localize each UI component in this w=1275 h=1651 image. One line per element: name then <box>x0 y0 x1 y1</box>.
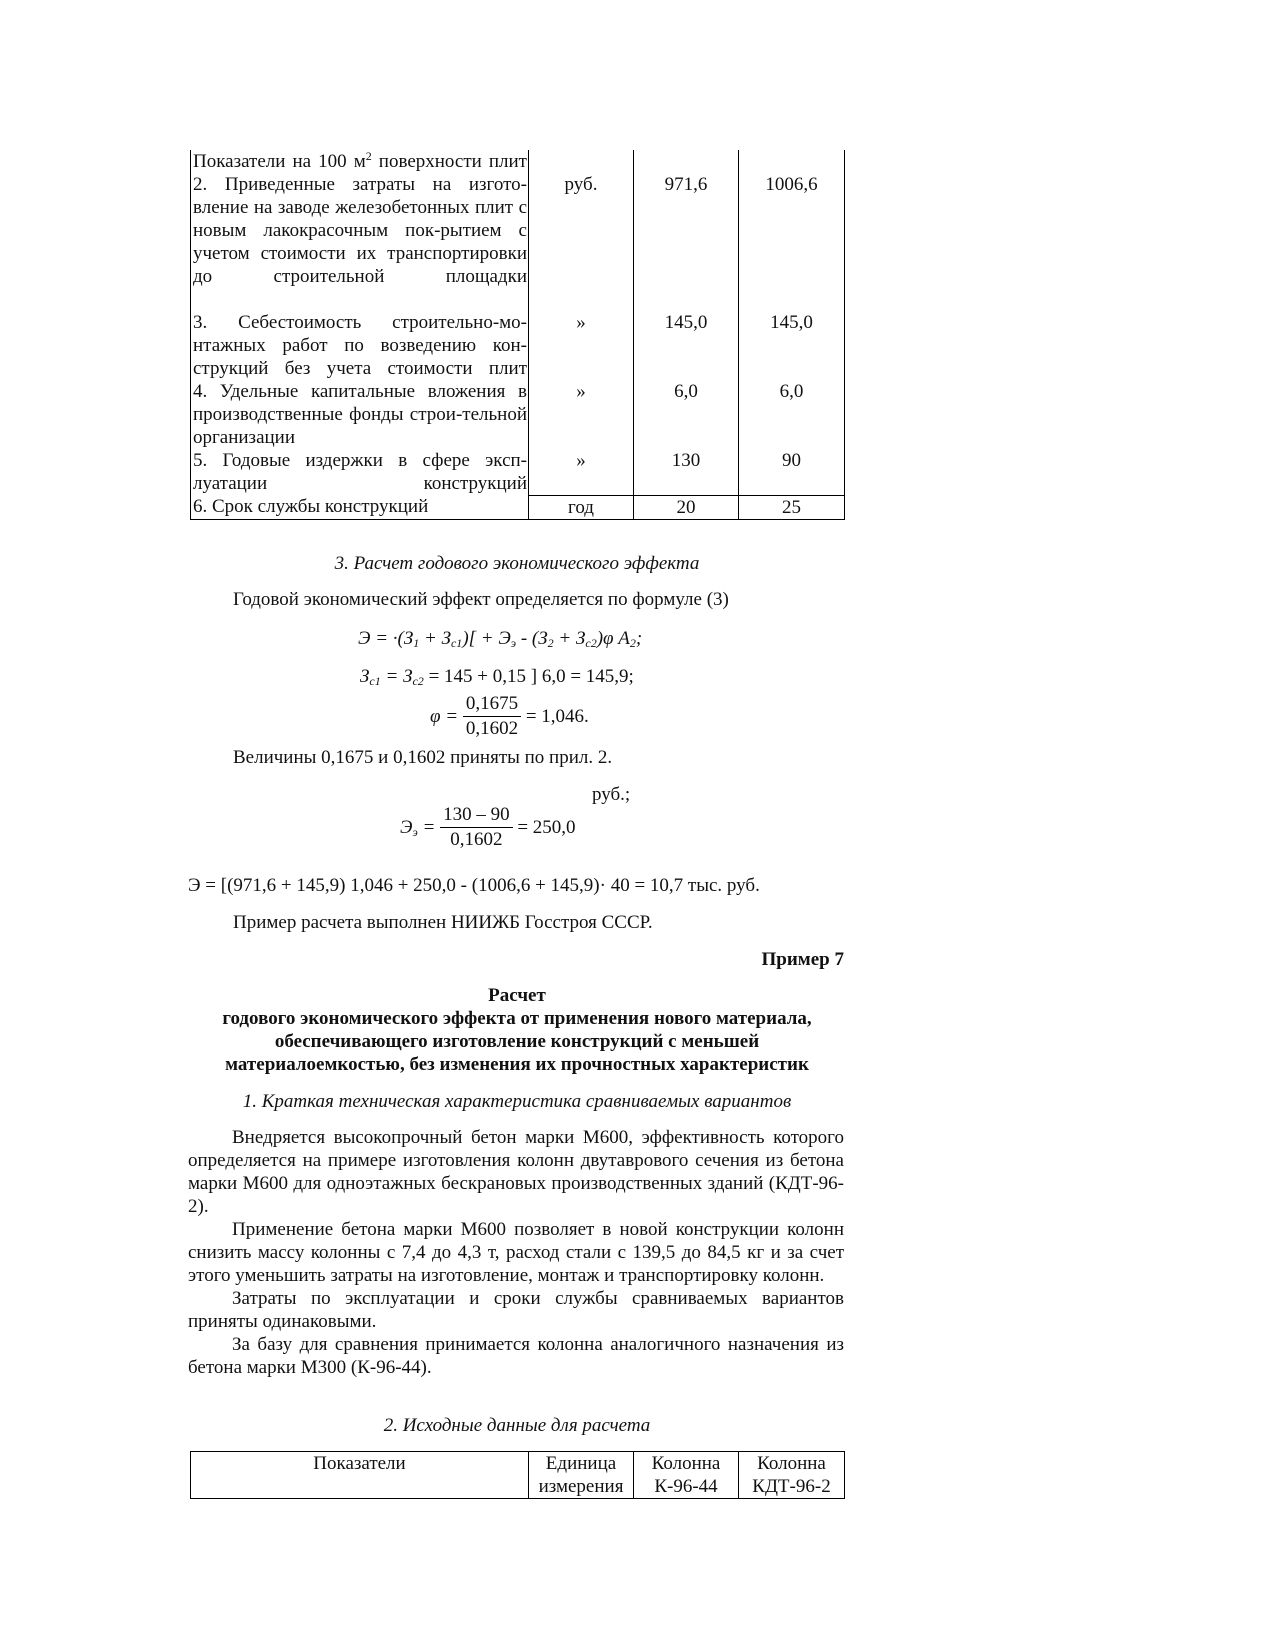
row-label: Показатели на 100 $м^2$ поверхности плит <box>191 150 529 173</box>
source-data-table <box>190 1451 845 1499</box>
unit-cell: год <box>529 495 634 519</box>
table-header-row <box>191 1452 845 1499</box>
value-cell: 1006,6 <box>739 173 845 311</box>
section-title: 1. Краткая техническая характеристика сравниваемых вариантов <box>242 1091 792 1112</box>
unit-cell <box>529 150 634 173</box>
row-label: 4. Удельные капитальные вложения в производственные фонды строи-тельной организации <box>191 380 529 449</box>
value-cell: 971,6 <box>634 173 739 311</box>
header-cell: Колонна К-96-44 <box>634 1452 739 1499</box>
header-cell: Колонна КДТ-96-2 <box>739 1452 845 1499</box>
example-note: Пример расчета выполнен НИИЖБ Госстроя СССР. <box>233 912 653 933</box>
value-cell <box>739 150 845 173</box>
formula-intro: Годовой экономический эффект определяется по формуле (3) <box>233 589 729 610</box>
paragraph: Применение бетона марки М600 позволяет в новой конструкции колонн снизить массу колонны с 7,4 до 4,3 т, расход стали с 139,5 до 84,5 кг и за счет этого уменьшить затраты на изготовление, монтаж и транспортировку колонн. <box>188 1219 844 1286</box>
table-row <box>191 311 845 380</box>
value-cell <box>634 150 739 173</box>
rub-label: руб.; <box>592 784 631 805</box>
paragraph: Затраты по эксплуатации и сроки службы сравниваемых вариантов приняты одинаковыми. <box>188 1288 844 1332</box>
value-cell: 20 <box>634 495 739 519</box>
values-note: Величины 0,1675 и 0,1602 приняты по прил. 2. <box>233 747 613 768</box>
formula-zc: $З_{с1} = З_{с2} = 145 + 0,15$ ] 6,0 = 145,9; <box>360 666 634 688</box>
table-row <box>191 173 845 311</box>
unit-cell: » <box>529 449 634 495</box>
value-cell: 25 <box>739 495 845 519</box>
formula-phi: φ = $\frac{0,1675}{0,1602}$ = 1,046. <box>430 693 589 739</box>
value-cell: 6,0 <box>739 380 845 449</box>
body-text <box>188 1126 844 1379</box>
value-cell: 130 <box>634 449 739 495</box>
value-cell: 145,0 <box>634 311 739 380</box>
paragraph: За базу для сравнения принимается колонна аналогичного назначения из бетона марки М300 (К-96-44). <box>188 1334 844 1378</box>
example-number: Пример 7 <box>761 949 844 970</box>
paragraph: Внедряется высокопрочный бетон марки М600, эффективность которого определяется на примере изготовления колонн двутаврового сечения из бетона марки М600 для одноэтажных бескрановых производственных зданий (КДТ-96-2). <box>188 1127 844 1217</box>
section-title: 3. Расчет годового экономического эффекта <box>334 553 700 574</box>
row-label: 6. Срок службы конструкций <box>191 495 529 519</box>
row-label: 3. Себестоимость строительно-мо-нтажных работ по возведению кон-струкций без учета стоимости плит <box>191 311 529 380</box>
unit-cell: руб. <box>529 173 634 311</box>
formula-ee: $Э_э$ = $\frac{130 - 90}{0,1602}$ = 250,0 <box>400 804 576 850</box>
header-cell: Показатели <box>191 1452 529 1499</box>
formula-effect: $Э = \cdot(З_1 + З_{с1})[ + Э_э - (З_2 + З_{с2})\varphi$ $А_2$; <box>358 628 643 650</box>
indicators-table <box>190 150 845 520</box>
fraction: $\frac{130 - 90}{0,1602}$ <box>440 803 513 852</box>
example-title: Расчет годового экономического эффекта от применения нового материала, обеспечивающего изготовление конструкций с меньшей материалоемкостью, без изменения их прочностных характеристик <box>222 985 812 1075</box>
value-cell: 90 <box>739 449 845 495</box>
value-cell: 145,0 <box>739 311 845 380</box>
header-cell: Единица измерения <box>529 1452 634 1499</box>
section-title: 2. Исходные данные для расчета <box>383 1415 651 1436</box>
unit-cell: » <box>529 380 634 449</box>
table-row <box>191 495 845 519</box>
table-row <box>191 150 845 173</box>
row-label: 2. Приведенные затраты на изгото-вление на заводе железобетонных плит с новым лакокрасочным пок-рытием с учетом стоимости их транспортировки до строительной площадки <box>191 173 529 311</box>
formula-final: Э = [(971,6 + 145,9) 1,046 + 250,0 - (1006,6 + 145,9)· 40 = 10,7 тыс. руб. <box>188 875 760 896</box>
table-row <box>191 380 845 449</box>
fraction: $\frac{0,1675}{0,1602}$ <box>463 692 521 741</box>
table-row <box>191 449 845 495</box>
value-cell: 6,0 <box>634 380 739 449</box>
row-label: 5. Годовые издержки в сфере эксп-луатации конструкций <box>191 449 529 495</box>
unit-cell: » <box>529 311 634 380</box>
